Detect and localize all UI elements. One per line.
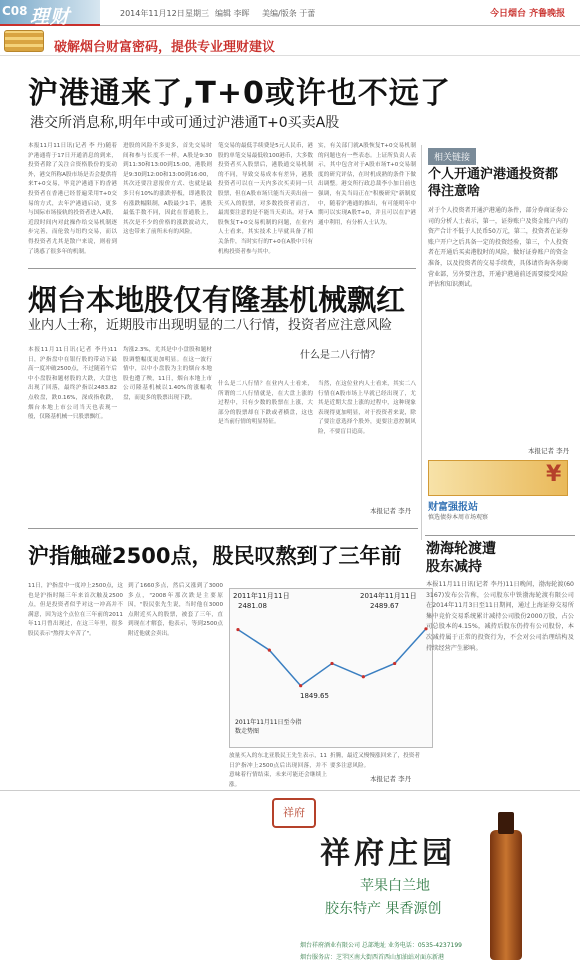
editor: 编辑 李晖 (215, 9, 250, 18)
chart-label-start: 2011年11月11日 (233, 592, 290, 600)
index-series-line (238, 629, 426, 686)
ad-brand: 祥府庄园 (320, 836, 456, 871)
article3-author: 本报记者 李丹 (370, 775, 412, 783)
ad-divider (0, 790, 580, 791)
article2-col2: 均涨2.3%，尤其是中小盘股和题材股调整幅度更加明显。在这一波行情中，以中小盘股为主的烟台本地股也遭了殃，11日，烟台本地上市公司隆基机械以1.40%的涨幅收盘，而更多的股票出现下跌。 (123, 347, 212, 401)
ad-contact: 烟台祥府酒业有限公司 总部地址 业务电话：0535-4237199 (300, 942, 462, 949)
index-point (299, 684, 302, 687)
chart-label-end: 2014年11月11日 (360, 592, 417, 600)
article1-col4: 实，有关部门就A股恢复T+0交易机制的问题也有一些表态。上证所负责人表示，其中包含对于A股市场T+0交易制度的研究评估，在时机成熟的条件下做出调整。港交所行政总裁李小加日前也强调，有关当局正在"积极研究"新制度中，随着沪港通的推出，有可能明年中期可以实现A股T+0，并且可以在沪港通中利用，有分析人士认为。 (318, 143, 416, 226)
ad-slogan-2: 胶东特产 果香源创 (325, 901, 442, 917)
section-title: 理财 (30, 6, 71, 28)
article2-subtitle: 业内人士称，近期股市出现明显的二八行情，投资者应注意风险 (28, 318, 393, 333)
gold-bars-icon (4, 30, 44, 52)
index-point (330, 662, 333, 665)
sidebar-author: 本报记者 李丹 (528, 447, 570, 455)
article-divider (28, 528, 418, 529)
article2-col3: 什么是二八行情？在业内人士看来，所谓的二八行情就是，在大盘上涨的过程中，只有少数的股票在上涨，大部分的股票却在下跌或者横盘，这也是当前行情的明显特征。 (218, 381, 313, 426)
article2-col1: 本报11月11日讯(记者 李丹)11日，沪指盘中在银行股的带动下最高一度冲破2500点，不过随着午后中小盘股和题材股的大跌，大盘也出现了回落，最终沪指以2483.82点收盘，跌0.16%，深成指收跌，烟台本地上市公司当天也表现一般，仅隆基机械一只股票飘红。 (28, 347, 117, 421)
article3-col4: 折腾，最近又慢慢涨回来了，投资者要多注意风险。 (330, 753, 420, 769)
proofreader: 美编/版条 于蕾 (262, 9, 316, 18)
newspaper-logo: 今日烟台 齐鲁晚报 (490, 9, 566, 19)
article4-title: 渤海轮渡遭股东减持 (426, 541, 496, 575)
money-icon: ¥ (546, 462, 562, 487)
article-divider (425, 535, 575, 536)
index-point (362, 675, 365, 678)
sidebar-body: 对于个人投资者开通沪港通的条件，部分券商证券公司的分析人士表示，第一，证券账户及资金账户内的资产合计不低于人民币50万元，第二，投资者在证券账户开户之后具备一定的投资经验，第三，个人投资者在开通后买卖港股时的风险，做好证券账户的资金准备，以及投资者的交易手续费，具体请咨询各券商营业部，另外要注意，开通沪港通前还需要接受风险评估和知识测试。 (428, 207, 568, 289)
promo-subtitle: 慎选债券本周市场观察 (428, 514, 489, 521)
ad-strip-text: 破解烟台财富密码，提供专业理财建议 (54, 40, 276, 55)
article3-col1: 11日，沪指盘中一度冲上2500点，这也是沪指时隔三年来首次触及2500点，但是投资者似乎对这一冲高并不满意，因为这个点位在三年前的2011年11月曾出现过，在这三年里，很多股民表示"熬得太辛苦了"。 (28, 583, 123, 637)
article-divider (28, 268, 416, 269)
sidebar-label: 相关链接 (428, 148, 476, 165)
issue-date: 2014年11月12日 (120, 9, 185, 18)
promo-title: 财富强报站 (428, 502, 478, 513)
index-point (236, 628, 239, 631)
article1-col1: 本报11月11日讯(记者 李 丹)随着沪港通将于17日开通消息的到来，投资者除了关注合资格股份的变动外，港交所称A股市场是否会提供将来T+0交易，毕竟沪港通下的香港投资者在香港已经普遍采用T+0交易的方式，去年沪港通启动，更多与国际市场接轨的投资者进入A股，近段时间内对此操作给交易机制逐步完善，而伦敦与纽约交易，而以得投资者尤其是散户来说，则看到了诱惑了很多年的机制。 (28, 143, 117, 255)
chart-value-end: 2489.67 (370, 602, 399, 610)
article3-title: 沪指触碰2500点，股民叹熬到了三年前 (28, 544, 402, 568)
ad-seal: 祥府 (272, 798, 316, 828)
article1-col3: 笔交易的最低手续费是5元人民币，港股的单笔交易最低收100港币，大多数投资者买入股票后，港股通交易机制的不同，导致交易成本有差异，港股投资者可以在一天内多次买卖同一只股票，但在A股市场只能当天卖出前一天买入的股票，对多数投资者而言，最需要注意的是不能当天卖出。对于A股恢复T+0交易机制的问题，在业内人士看来，其实技术上早就具备了相关条件，当时实行的T+0在A股中只有机构投资者参与其中。 (218, 143, 313, 255)
article3-col3: 放量买入的东北亚股民王先生表示，11日沪指冲上2500点后出现回落，并不意味着行情结束，未来可能还会继续上涨。 (229, 753, 327, 788)
article4-body: 本报11月11日讯(记者 李丹)11日晚间，渤海轮渡(603167)发布公告称，公司股东中铁渤海轮渡有限公司在2014年11月3日至11日期间，通过上海证券交易所集中竞价交易系统累计减持公司股份2000万股，占公司总股本的4.15%，减持后股东仍持有公司股份，本次减持属于正常的投资行为，不会对公司治理结构及持续经营产生影响。 (426, 581, 574, 652)
index-point (268, 649, 271, 652)
sidebar-title: 个人开通沪港通投资都得注意啥 (428, 167, 559, 199)
ad-address: 烟台服务店：芝罘区南大街西首西山加油站对面东新港 (300, 954, 445, 961)
article2-col4: 当然，在这位业内人士看来，其实二八行情在A股市场上早就已经出现了，尤其是近期大盘上涨的过程中，这种现象表现得更加明显，对于投资者来说，除了要注意选择个股外，更要注意控制风险，不要盲目追高。 (318, 381, 416, 435)
index-point (393, 662, 396, 665)
page-number: C08 (2, 4, 28, 18)
article2-author: 本报记者 李丹 (370, 507, 412, 515)
article1-col2: 进股的风险不多更多，首先交易时间和参与长度不一样，A股是9:30到11:30和13:00到15:00，港股则是9:30到12:00和13:00到16:00，其次还要注意报价方式、也就是最多只有10%的涨跌停板，即港股没有涨跌幅限制，A股最少1手，港股最低手数不同，因此在普通股上，其次是不少的价格的涨跌波动大，这也带来了前所未有的风险。 (123, 143, 212, 236)
bottle-cap (498, 812, 514, 834)
article1-subtitle: 港交所消息称,明年中或可通过沪港通T+0买卖A股 (30, 115, 340, 131)
chart-value-start: 2481.08 (238, 602, 267, 610)
article1-title: 沪港通来了,T+0或许也不远了 (28, 76, 451, 111)
brandy-bottle-image (490, 830, 522, 960)
article3-col2: 到了1660多点，然后又涨到了3000多点，"2008年那次跌是主要原因，"股民张先生说，当时他在3000点附近买入的股票，被套了三年，直到现在才解套，他表示，等到2500点附近他就会卖出。 (128, 583, 223, 637)
article2-title: 烟台本地股仅有隆基机械飘红 (28, 283, 406, 317)
issue-weekday: 星期三 (185, 9, 209, 18)
chart-caption: 2011年11月11日至今指数走势图 (235, 719, 302, 735)
ad-slogan-1: 苹果白兰地 (360, 878, 430, 894)
chart-value-low: 1849.65 (300, 692, 329, 700)
article2-mid-title: 什么是二八行情？ (300, 350, 380, 361)
